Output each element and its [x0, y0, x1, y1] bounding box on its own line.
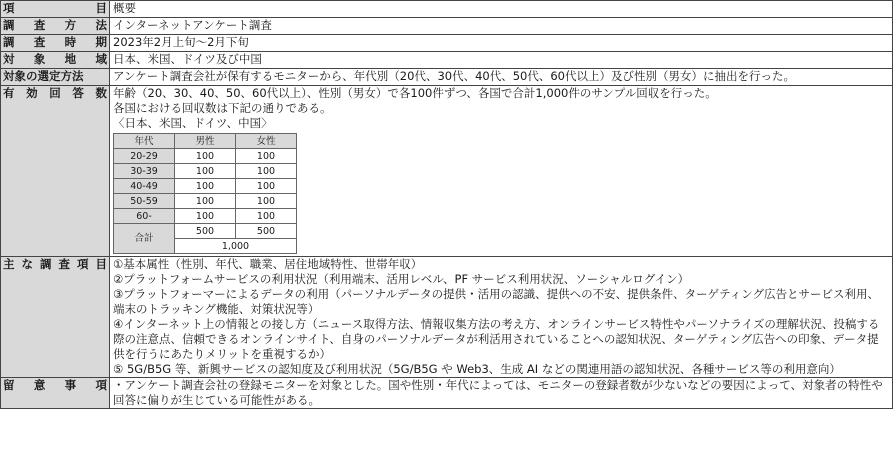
total-label: 合計: [114, 224, 175, 254]
total-female: 500: [236, 224, 297, 239]
row-responses: [1, 86, 893, 257]
label-char: 期: [95, 35, 107, 49]
male-cell: 100: [175, 149, 236, 164]
notes-text: ・アンケート調査会社の登録モニターを対象とした。国や性別・年代によっては、モニターの登録者数が少ないなどの要因によって、対象者の特性や回答に偏りが生じている可能性がある。: [113, 378, 883, 407]
value-responses: [110, 86, 893, 257]
label-char: 答: [72, 86, 84, 100]
label-method: [1, 18, 110, 35]
label-char: 調: [3, 35, 15, 49]
male-cell: 100: [175, 179, 236, 194]
label-char: 査: [33, 35, 46, 49]
table-row: [114, 179, 297, 194]
label-notes-text: [3, 378, 107, 393]
female-cell: 100: [236, 164, 297, 179]
label-char: 調: [3, 18, 15, 32]
label-responses: [1, 86, 110, 257]
selection-text: アンケート調査会社が保有するモニターから、年代別（20代、30代、40代、50代、60代以上）及び性別（男女）に抽出を行った。: [113, 69, 795, 83]
label-char: 法: [95, 18, 107, 32]
female-cell: 100: [236, 209, 297, 224]
label-item: [1, 1, 110, 18]
male-cell: 100: [175, 194, 236, 209]
row-method: [1, 18, 893, 35]
label-selection-text: 対象の選定方法: [3, 69, 84, 83]
label-notes: [1, 378, 110, 409]
grand-total: 1,000: [175, 239, 297, 254]
label-selection: [1, 69, 110, 86]
label-char: 数: [95, 86, 107, 100]
responses-line-1: 年齢（20、30、40、50、60代以上）、性別（男女）で各100件ずつ、各国で合計1,000件のサンプル回収を行った。: [113, 86, 717, 100]
label-char: 域: [95, 52, 107, 66]
female-cell: 100: [236, 179, 297, 194]
age-cell: 20-29: [114, 149, 175, 164]
row-selection: [1, 69, 893, 86]
responses-line-3: 〈日本、米国、ドイツ、中国〉: [113, 116, 273, 130]
value-method: インターネットアンケート調査: [110, 18, 893, 35]
value-region: 日本、米国、ドイツ及び中国: [110, 52, 893, 69]
label-char: 主: [3, 257, 15, 271]
label-char: 査: [58, 257, 70, 271]
label-char: 項: [3, 1, 15, 15]
header-male: 男性: [175, 134, 236, 149]
label-region-text: [3, 52, 107, 67]
age-cell: 30-39: [114, 164, 175, 179]
total-row: [114, 224, 297, 239]
list-item: ②プラットフォームサービスの利用状況（利用端末、活用レベル、PF サービス利用状況、ソーシャルログイン）: [113, 272, 690, 286]
label-char: 項: [95, 378, 107, 392]
list-item: ③プラットフォーマーによるデータの利用（パーソナルデータの提供・活用の認識、提供への不安、提供条件、ターゲティング広告とサービス利用、端末のトラッキング機能、対策状況等）: [113, 287, 879, 316]
label-char: 時: [64, 35, 77, 49]
label-period: [1, 35, 110, 52]
label-char: 方: [64, 18, 77, 32]
label-char: 象: [33, 52, 46, 66]
age-cell: 50-59: [114, 194, 175, 209]
label-char: な: [21, 257, 33, 271]
age-cell: 40-49: [114, 179, 175, 194]
table-row: [114, 149, 297, 164]
label-char: 留: [3, 378, 15, 392]
value-notes: [110, 378, 893, 409]
value-selection: [110, 69, 893, 86]
label-responses-text: [3, 86, 107, 101]
label-char: 事: [64, 378, 77, 392]
responses-line-2: 各国における回収数は下記の通りである。: [113, 101, 332, 115]
list-item: ①基本属性（性別、年代、職業、居住地域特性、世帯年収）: [113, 257, 423, 271]
label-char: 調: [40, 257, 52, 271]
list-item: ⑤ 5G/B5G 等、新興サービスの認知度及び利用状況（5G/B5G や Web3、生成 AI などの関連用語の認知状況、各種サービス等の利用意向）: [113, 362, 841, 376]
value-survey-items: [110, 257, 893, 378]
male-cell: 100: [175, 164, 236, 179]
table-row: [114, 209, 297, 224]
table-row: [114, 194, 297, 209]
label-item-text: [3, 1, 107, 16]
row-survey-items: [1, 257, 893, 378]
row-item: [1, 1, 893, 18]
header-female: 女性: [236, 134, 297, 149]
list-item: ④インターネット上の情報との接し方（ニュース取得方法、情報収集方法の考え方、オンラインサービス特性やパーソナライズの理解状況、投稿する際の注意点、信頼できるオンラインサイト、自身のパーソナルデータが利活用されていることへの認知状況、ターゲティング広告への印象、データ提供を行うにあたりメリットを重視するか）: [113, 317, 880, 361]
female-cell: 100: [236, 194, 297, 209]
row-notes: [1, 378, 893, 409]
label-char: 意: [33, 378, 46, 392]
header-age: 年代: [114, 134, 175, 149]
sample-table-header: [114, 134, 297, 149]
label-period-text: [3, 35, 107, 50]
value-period: 2023年2月上旬～2月下旬: [110, 35, 893, 52]
label-survey-items-text: [3, 257, 107, 272]
male-cell: 100: [175, 209, 236, 224]
label-char: 地: [64, 52, 77, 66]
label-char: 項: [77, 257, 89, 271]
label-char: 有: [3, 86, 15, 100]
label-method-text: [3, 18, 107, 33]
age-cell: 60-: [114, 209, 175, 224]
female-cell: 100: [236, 149, 297, 164]
total-male: 500: [175, 224, 236, 239]
row-region: [1, 52, 893, 69]
row-period: [1, 35, 893, 52]
table-row: [114, 164, 297, 179]
label-char: 査: [33, 18, 46, 32]
label-char: 効: [26, 86, 38, 100]
sample-count-table: [113, 133, 297, 254]
label-char: 目: [95, 257, 107, 271]
label-survey-items: [1, 257, 110, 378]
label-char: 回: [49, 86, 61, 100]
label-char: 対: [3, 52, 15, 66]
label-region: [1, 52, 110, 69]
label-char: 目: [95, 1, 107, 15]
value-item: 概要: [110, 1, 893, 18]
